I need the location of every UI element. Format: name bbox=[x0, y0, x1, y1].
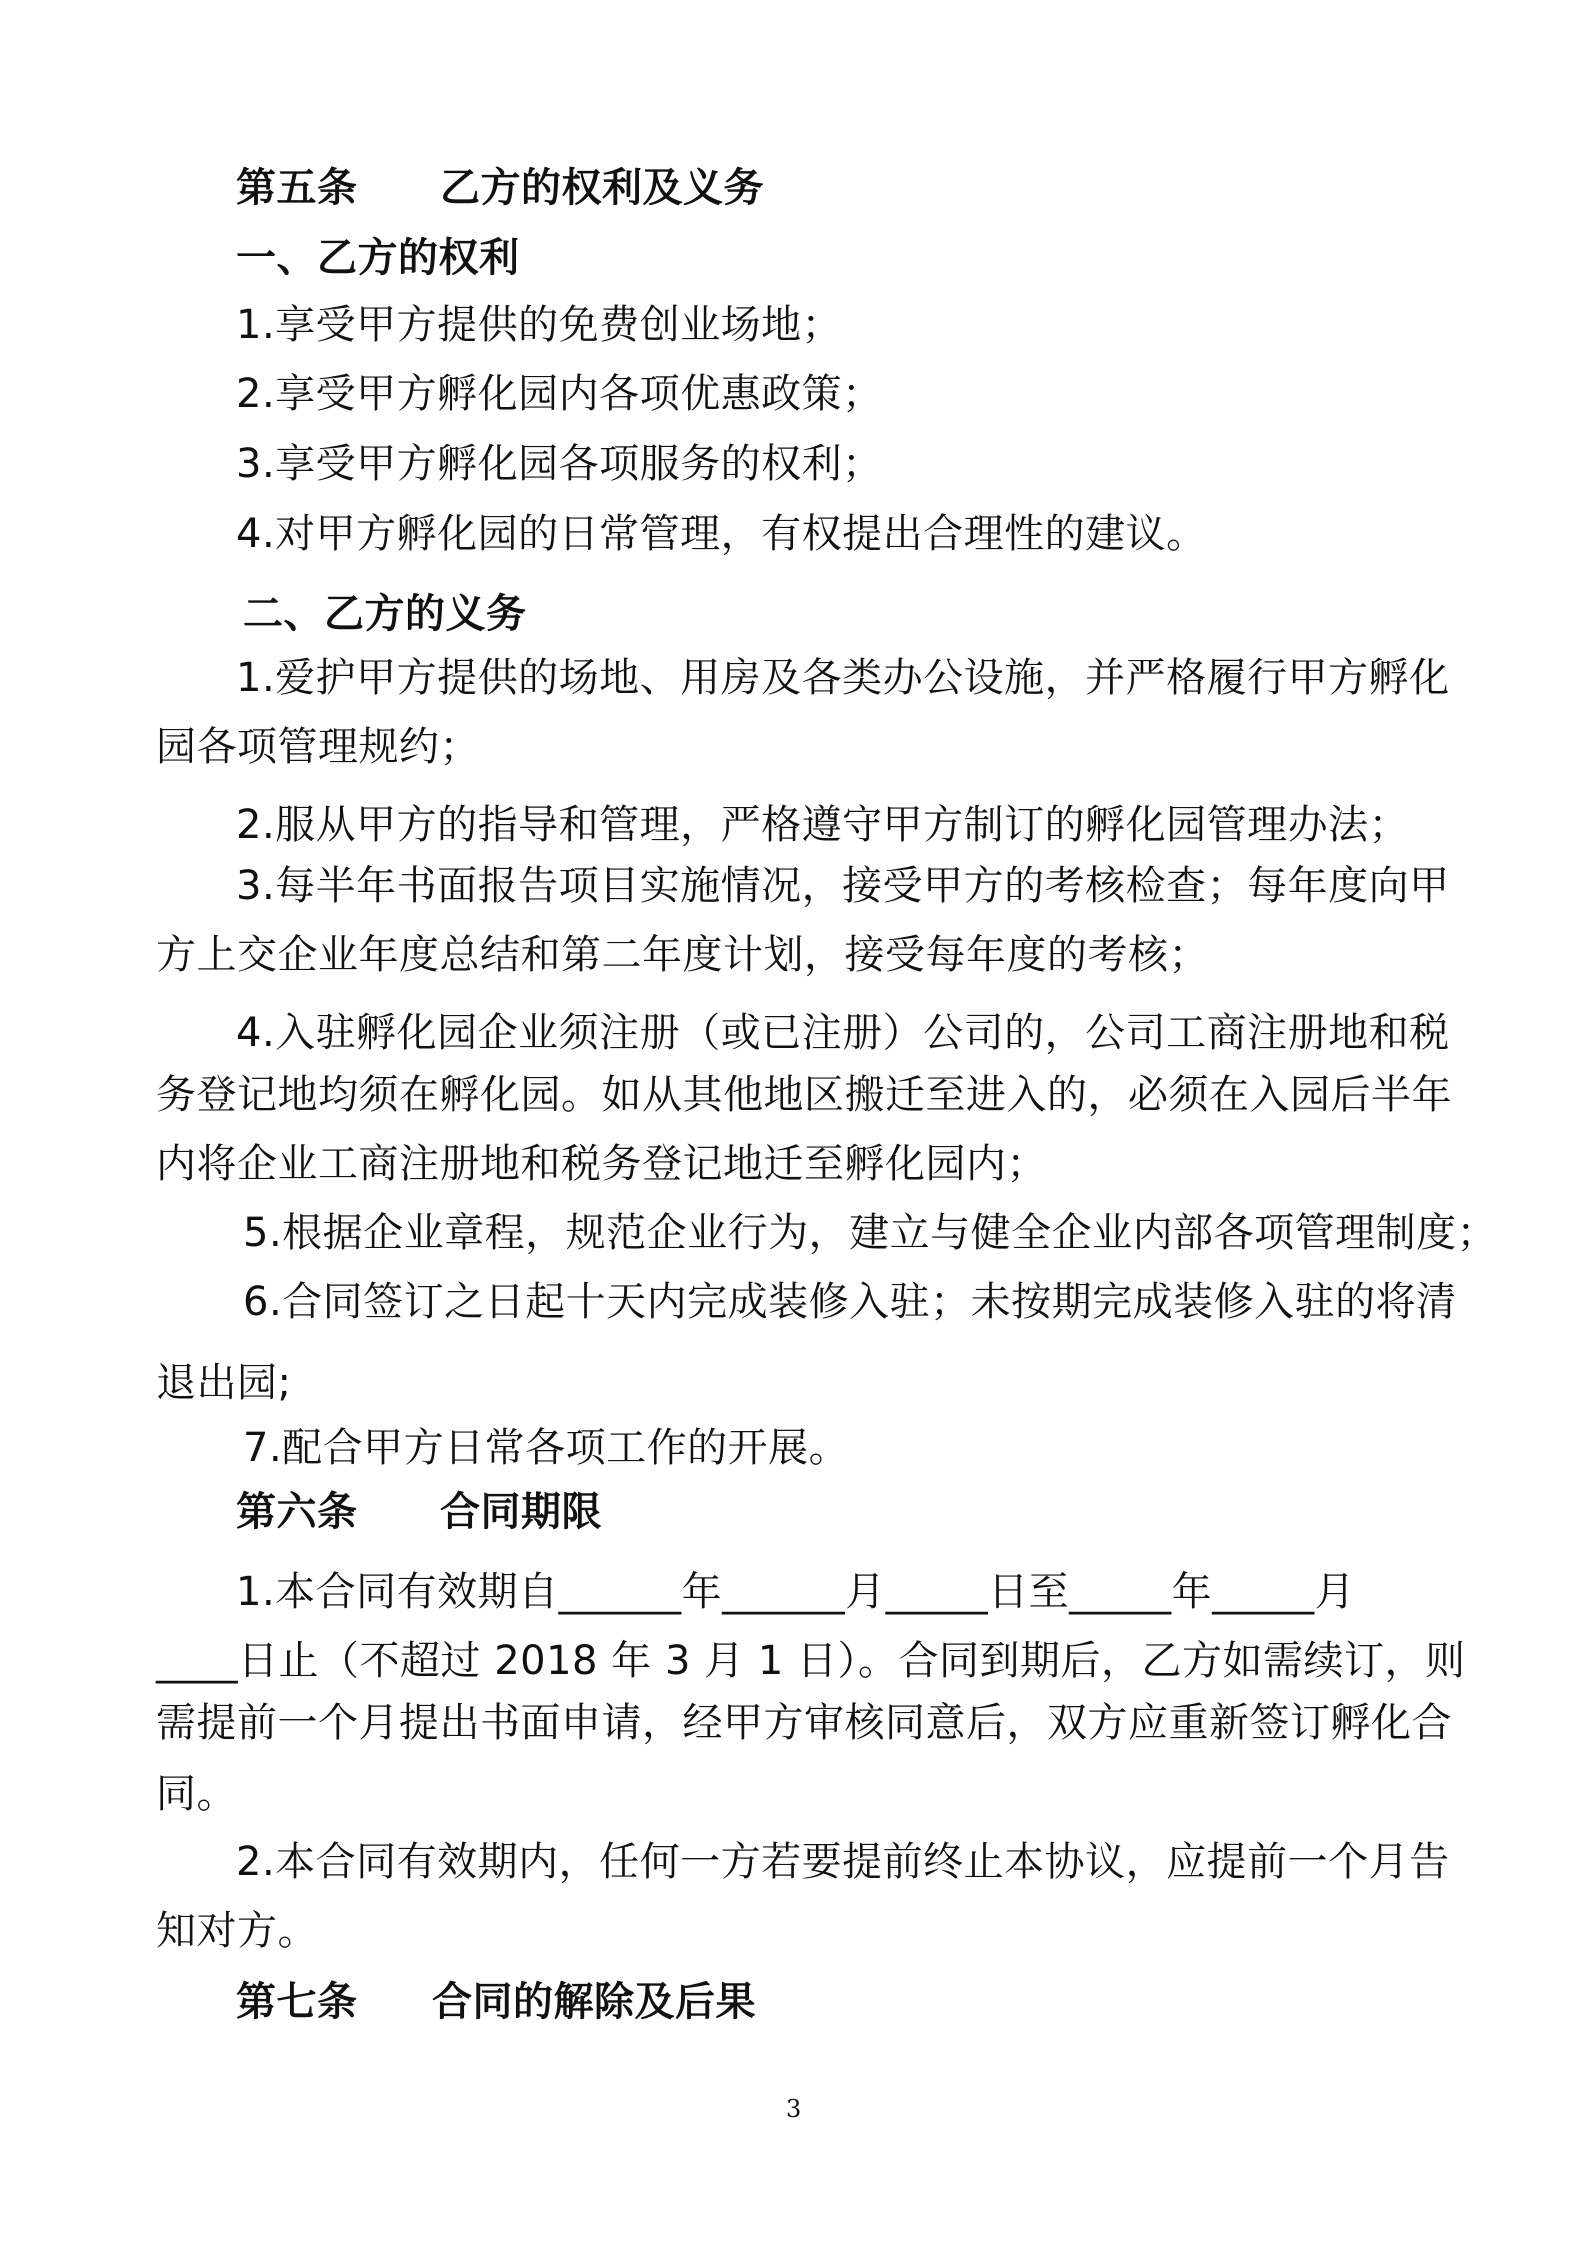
term-line: 2.本合同有效期内，任何一方若要提前终止本协议，应提前一个月告 bbox=[236, 1839, 1450, 1885]
rights-heading: 一、乙方的权利 bbox=[236, 235, 520, 281]
obligation-line: 方上交企业年度总结和第二年度计划，接受每年度的考核； bbox=[156, 932, 1209, 978]
obligations-heading: 二、乙方的义务 bbox=[243, 591, 527, 637]
obligation-line: 退出园; bbox=[156, 1360, 292, 1406]
term-line: 1.本合同有效期自______年______月_____日至_____年_____月 bbox=[236, 1569, 1356, 1615]
rights-item: 1.享受甲方提供的免费创业场地； bbox=[236, 302, 843, 348]
term-line: 同。 bbox=[156, 1771, 237, 1817]
term-line: ____日止（不超过 2018 年 3 月 1 日）。合同到期后，乙方如需续订，则 bbox=[156, 1638, 1466, 1684]
rights-item: 4.对甲方孵化园的日常管理，有权提出合理性的建议。 bbox=[236, 511, 1207, 557]
article-7-heading bbox=[236, 1979, 756, 2025]
obligation-line: 6.合同签订之日起十天内完成装修入驻；未按期完成装修入驻的将清 bbox=[243, 1279, 1457, 1325]
article-number: 第五条 bbox=[236, 165, 358, 211]
article-5-heading bbox=[236, 165, 764, 211]
obligation-line: 1.爱护甲方提供的场地、用房及各类办公设施，并严格履行甲方孵化 bbox=[236, 655, 1450, 701]
page-number: 3 bbox=[786, 2095, 802, 2123]
term-line: 知对方。 bbox=[156, 1908, 318, 1954]
obligation-line: 内将企业工商注册地和税务登记地迁至孵化园内； bbox=[156, 1141, 1047, 1187]
article-6-heading bbox=[236, 1489, 602, 1535]
article-number: 第六条 bbox=[236, 1489, 358, 1535]
article-title: 合同期限 bbox=[440, 1489, 602, 1535]
article-number: 第七条 bbox=[236, 1979, 358, 2025]
obligation-line: 7.配合甲方日常各项工作的开展。 bbox=[243, 1425, 850, 1471]
article-title: 乙方的权利及义务 bbox=[440, 165, 764, 211]
obligation-line: 务登记地均须在孵化园。如从其他地区搬迁至进入的，必须在入园后半年 bbox=[156, 1072, 1452, 1118]
obligation-line: 3.每半年书面报告项目实施情况，接受甲方的考核检查；每年度向甲 bbox=[236, 863, 1450, 909]
rights-item: 3.享受甲方孵化园各项服务的权利； bbox=[236, 441, 883, 487]
article-title: 合同的解除及后果 bbox=[432, 1979, 756, 2025]
obligation-line: 4.入驻孵化园企业须注册（或已注册）公司的，公司工商注册地和税 bbox=[236, 1010, 1450, 1056]
obligation-line: 2.服从甲方的指导和管理，严格遵守甲方制订的孵化园管理办法； bbox=[236, 802, 1410, 848]
obligation-line: 园各项管理规约； bbox=[156, 724, 480, 770]
obligation-line: 5.根据企业章程，规范企业行为，建立与健全企业内部各项管理制度； bbox=[243, 1210, 1498, 1256]
rights-item: 2.享受甲方孵化园内各项优惠政策； bbox=[236, 371, 883, 417]
term-line: 需提前一个月提出书面申请，经甲方审核同意后，双方应重新签订孵化合 bbox=[156, 1700, 1452, 1746]
